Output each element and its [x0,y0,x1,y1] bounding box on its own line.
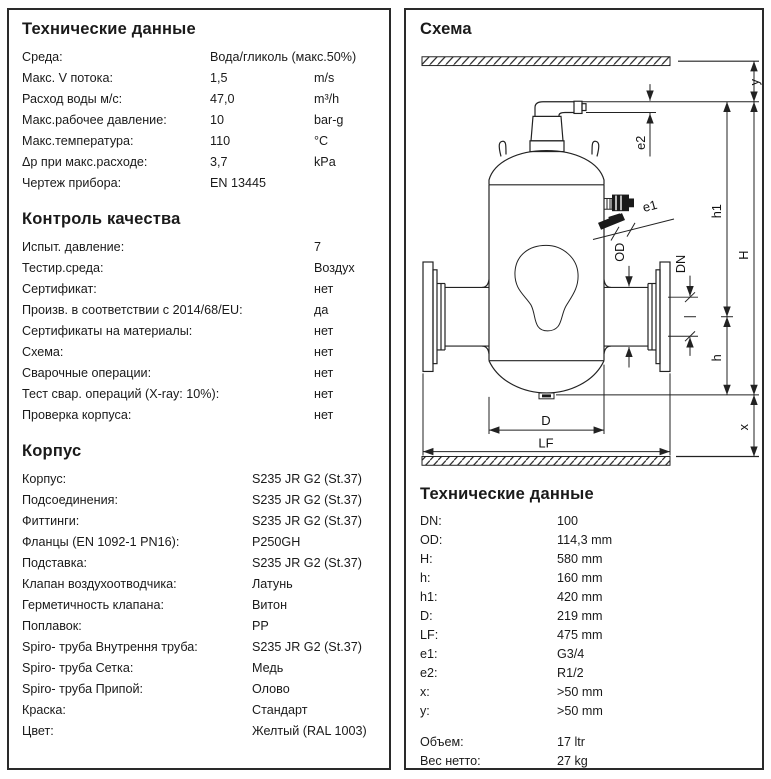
row-label: Фиттинги: [22,514,80,528]
row-label: Герметичность клапана: [22,598,164,612]
row-label: OD: [420,533,443,547]
table-row [22,47,376,68]
row-label: Краска: [22,703,66,717]
dim-label-x: x [735,423,752,431]
row-value: PP [252,619,269,633]
row-label: Расход воды м/с: [22,92,123,106]
section-heading-quality-control: Контроль качества [22,210,181,228]
table-row [22,679,376,700]
row-value: 580 mm [557,552,603,566]
row-value: 475 mm [557,628,603,642]
row-label: y: [420,704,430,718]
row-value: G3/4 [557,647,585,661]
row-value: 17 ltr [557,735,585,749]
table-row [22,490,376,511]
row-value: нет [314,324,334,338]
row-value: S235 JR G2 (St.37) [252,493,362,507]
row-value: 160 mm [557,571,603,585]
row-value: 7 [314,240,322,254]
row-value: Желтый (RAL 1003) [252,724,367,738]
row-unit: m/s [314,71,335,85]
row-value: нет [314,387,334,401]
row-label: Поплавок: [22,619,82,633]
section-heading-technical-data: Технические данные [22,20,196,38]
volume-weight-rows [420,733,748,770]
table-row [22,152,376,173]
table-row [22,532,376,553]
dim-H [736,102,754,395]
table-row [22,68,376,89]
row-label: Макс. V потока: [22,71,113,85]
row-value: S235 JR G2 (St.37) [252,640,362,654]
table-row [22,173,376,194]
row-value: P250GH [252,535,301,549]
table-row [22,405,376,426]
row-value: 219 mm [557,609,603,623]
table-row [420,733,748,752]
row-label: Схема: [22,345,64,359]
dim-e2 [633,84,650,156]
row-label: Сертификаты на материалы: [22,324,193,338]
logo-outline [515,245,578,331]
drain-fitting [539,393,554,399]
row-value: S235 JR G2 (St.37) [252,556,362,570]
row-unit: °C [314,134,329,148]
section-heading-schema: Схема [420,20,472,38]
row-label: Цвет: [22,724,54,738]
dim-label-h1: h1 [708,204,725,219]
table-row [420,588,748,607]
row-unit: bar-g [314,113,344,127]
dim-y [747,61,762,102]
air-vent [530,101,586,151]
vessel-body [489,141,604,393]
dim-h1 [709,102,727,317]
row-label: Тестир.среда: [22,261,104,275]
row-label: Макс.температура: [22,134,134,148]
dim-label-e1: e1 [640,196,659,215]
row-value: 10 [210,113,225,127]
left-panel [7,8,391,770]
row-value: 420 mm [557,590,603,604]
row-label: Тест свар. операций (X-ray: 10%): [22,387,220,401]
dim-label-e2: e2 [632,135,649,150]
section-heading-dimensions: Технические данные [420,485,594,503]
row-label: Корпус: [22,472,67,486]
table-row [420,752,748,770]
row-label: Spiro- труба Внутрення труба: [22,640,198,654]
row-label: Δp при макс.расходе: [22,155,148,169]
row-label: D: [420,609,433,623]
table-row [22,110,376,131]
row-value: Витон [252,598,288,612]
right-flange [604,262,670,371]
row-label: Макс.рабочее давление: [22,113,167,127]
table-row [420,702,748,721]
table-row [420,626,748,645]
table-row [22,700,376,721]
row-value: нет [314,408,334,422]
technical-data-rows [22,47,376,194]
dim-h [709,317,733,395]
row-label: Произв. в соответствии с 2014/68/EU: [22,303,243,317]
row-label: e1: [420,647,438,661]
row-value: да [314,303,329,317]
table-row [420,645,748,664]
row-value: EN 13445 [210,176,267,190]
row-value: Медь [252,661,284,675]
table-row [22,279,376,300]
row-value: Олово [252,682,290,696]
row-value: R1/2 [557,666,584,680]
table-row [22,237,376,258]
row-value: S235 JR G2 (St.37) [252,472,362,486]
row-label: Испыт. давление: [22,240,125,254]
schematic-drawing [406,47,762,477]
row-value: 1,5 [210,71,228,85]
table-row [22,321,376,342]
row-value: 100 [557,514,579,528]
table-row [420,683,748,702]
dim-label-D: D [541,413,551,429]
row-label: h: [420,571,431,585]
row-value: нет [314,366,334,380]
table-row [22,553,376,574]
dim-od [612,243,629,368]
table-row [420,550,748,569]
section-heading-body: Корпус [22,442,82,460]
ceiling-hatch [422,57,759,66]
row-label: h1: [420,590,438,604]
table-row [22,595,376,616]
table-row [22,637,376,658]
dim-label-H: H [735,250,752,260]
row-value: >50 mm [557,685,603,699]
row-label: Среда: [22,50,63,64]
table-row [22,511,376,532]
right-panel [404,8,764,770]
row-value: Латунь [252,577,293,591]
row-value: S235 JR G2 (St.37) [252,514,362,528]
row-label: Подставка: [22,556,88,570]
table-row [420,569,748,588]
row-label: x: [420,685,430,699]
row-label: Клапан воздухоотводчика: [22,577,177,591]
row-value: 114,3 mm [557,533,613,547]
row-label: Подсоединения: [22,493,118,507]
row-value: 3,7 [210,155,228,169]
row-value: 110 [210,134,231,148]
row-value: нет [314,345,334,359]
table-row [22,616,376,637]
row-value: нет [314,282,334,296]
quality-control-rows [22,237,376,426]
row-label: Вес нетто: [420,754,481,768]
table-row [420,512,748,531]
table-row [420,607,748,626]
row-label: Сертификат: [22,282,97,296]
row-value: Вода/гликоль (макс.50%) [210,50,357,64]
lifting-lug-left [499,141,506,156]
dim-label-od: OD [611,242,628,262]
body-material-rows [22,469,376,742]
floor-hatch [422,456,759,465]
dim-dn [668,255,698,356]
row-value: 27 kg [557,754,588,768]
table-row [420,664,748,683]
table-row [22,89,376,110]
table-row [22,469,376,490]
row-value: Стандарт [252,703,308,717]
row-label: e2: [420,666,438,680]
row-value: 47,0 [210,92,235,106]
table-row [22,342,376,363]
row-label: Spiro- труба Сетка: [22,661,134,675]
row-label: H: [420,552,433,566]
table-row [420,531,748,550]
lifting-lug-right [592,141,599,156]
dim-label-dn: DN [672,254,689,274]
row-label: Фланцы (EN 1092-1 PN16): [22,535,180,549]
table-row [22,721,376,742]
row-value: >50 mm [557,704,603,718]
table-row [22,258,376,279]
row-label: Проверка корпуса: [22,408,132,422]
row-unit: m³/h [314,92,340,106]
row-label: Чертеж прибора: [22,176,122,190]
table-row [22,300,376,321]
row-unit: kPa [314,155,336,169]
dim-label-LF: LF [538,435,554,451]
table-row [22,658,376,679]
row-unit [314,173,376,194]
row-label: LF: [420,628,439,642]
dim-label-y: y [746,79,762,86]
table-row [22,384,376,405]
table-row [22,574,376,595]
row-unit [314,47,376,68]
dimension-rows [420,512,748,721]
table-row [22,131,376,152]
dim-label-h: h [708,354,725,362]
row-value: Воздух [314,261,355,275]
dim-x [736,395,754,457]
row-label: Spiro- труба Припой: [22,682,144,696]
row-label: Сварочные операции: [22,366,152,380]
left-flange [423,262,489,371]
row-label: DN: [420,514,442,528]
row-label: Объем: [420,735,464,749]
table-row [22,363,376,384]
